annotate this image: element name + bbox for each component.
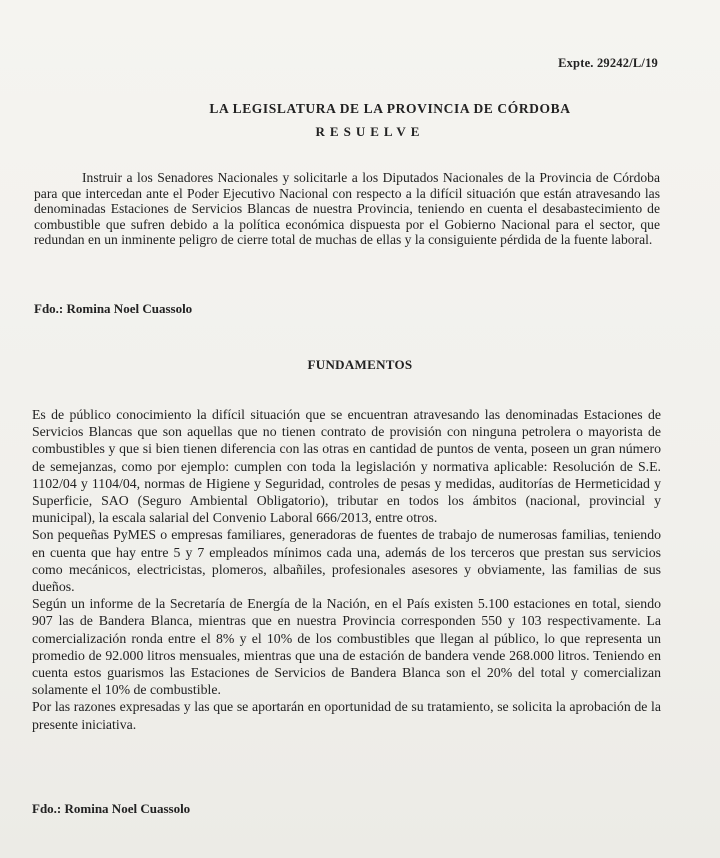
signature-fundamentos: Fdo.: Romina Noel Cuassolo [32,801,191,816]
fundamentos-paragraph: Por las razones expresadas y las que se aportarán en oportunidad de su tratamiento, se solicita la aprobación de la presente iniciativa. [32,699,661,732]
document-title: LA LEGISLATURA DE LA PROVINCIA DE CÓRDOBA [209,101,571,116]
fundamentos-paragraph: Es de público conocimiento la difícil situación que se encuentran atravesando las denominadas Estaciones de Servicios Blancas que son aquellas que no tienen contrato de provisión con ninguna petrolera o mayorista de combustibles y que si bien tienen diferencia con las otras en cantidad de puntos de venta, poseen un gran número de semejanzas, como por ejemplo: cumplen con toda la legislación y normativa aplicable: Resolución de S.E. 1102/04 y 1104/04, normas de Higiene y Seguridad, controles de pesas y medidas, auditorías de Hermeticidad y Superficie, SAO (Seguro Ambiental Obligatorio), tributar en todos los ámbitos (nacional, provincial y municipal), la escala salarial del Convenio Laboral 666/2013, entre otros. [32,407,661,526]
fundamentos-heading: FUNDAMENTOS [307,357,413,372]
fundamentos-body [32,406,661,733]
resolution-paragraph: Instruir a los Senadores Nacionales y solicitarle a los Diputados Nacionales de la Provincia de Córdoba para que intercedan ante el Poder Ejecutivo Nacional con respecto a la difícil situación que están atravesando las denominadas Estaciones de Servicios Blancas de nuestra Provincia, teniendo en cuenta el desabastecimiento de combustible que sufren debido a la política económica dispuesta por el Gobierno Nacional para el sector, que redundan en un inminente peligro de cierre total de muchas de ellas y la consiguiente pérdida de la fuente laboral. [34,170,660,248]
resuelve-heading: RESUELVE [315,124,425,139]
signature-resolution: Fdo.: Romina Noel Cuassolo [34,301,193,316]
expediente-number: Expte. 29242/L/19 [558,56,658,70]
fundamentos-paragraph: Son pequeñas PyMES o empresas familiares, generadoras de fuentes de trabajo de numerosas familias, teniendo en cuenta que hay entre 5 y 7 empleados mínimos cada una, además de los terceros que prestan sus servicios como mecánicos, electricistas, plomeros, albañiles, profesionales asesores y obviamente, las familias de sus dueños. [32,527,661,595]
fundamentos-paragraph: Según un informe de la Secretaría de Energía de la Nación, en el País existen 5.100 estaciones en total, siendo 907 las de Bandera Blanca, mientras que en nuestra Provincia corresponden 550 y 103 respectivamente. La comercialización ronda entre el 8% y el 10% de los combustibles que llegan al público, lo que representa un promedio de 92.000 litros mensuales, mientras que una de estación de bandera vende 268.000 litros. Teniendo en cuenta estos guarismos las Estaciones de Servicios de Bandera Blanca son el 20% del total y comercializan solamente el 10% de combustible. [32,596,661,698]
